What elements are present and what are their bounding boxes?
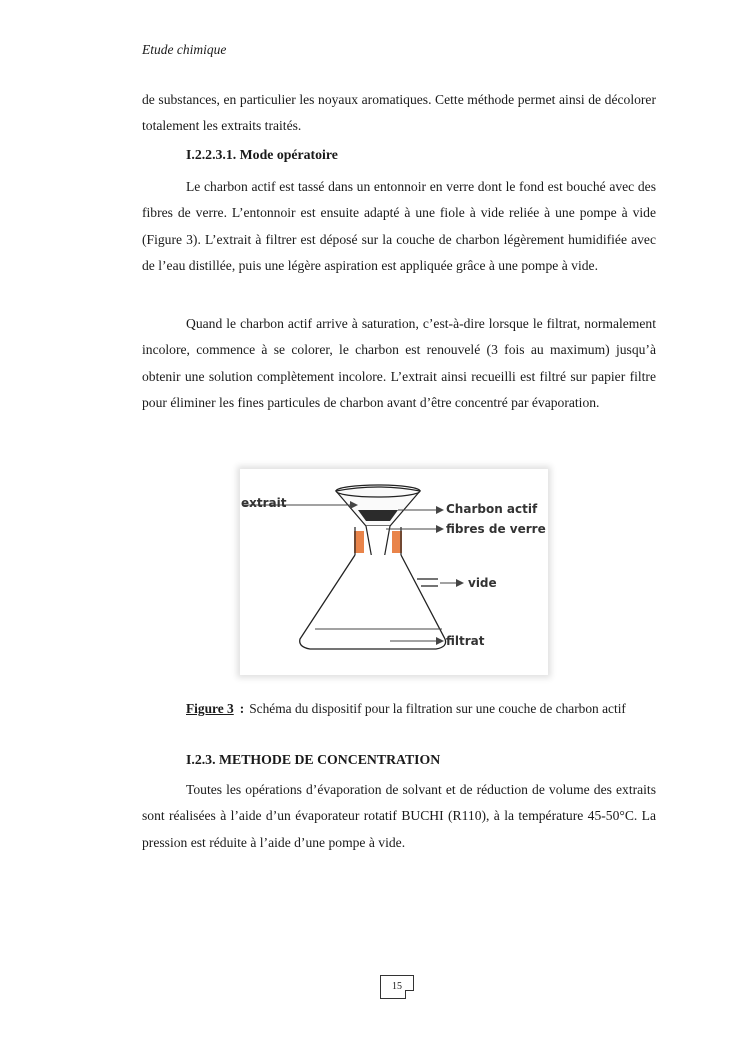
- caption-text: Schéma du dispositif pour la filtration sur une couche de charbon actif: [249, 701, 626, 716]
- section-heading-concentration: I.2.3. METHODE DE CONCENTRATION: [186, 752, 441, 767]
- caption-figure-number: Figure 3: [186, 701, 234, 716]
- figure-filtration-diagram: [240, 469, 548, 675]
- funnel-stem: [366, 526, 390, 559]
- flask-body: [300, 555, 446, 649]
- label-extrait: extrait: [241, 496, 287, 510]
- label-fibres-de-verre: fibres de verre: [446, 522, 546, 536]
- page-number: 15: [380, 975, 414, 999]
- running-header: Etude chimique: [142, 42, 227, 57]
- paragraph-intro: de substances, en particulier les noyaux aromatiques. Cette méthode permet ainsi de décolorer totalement les extraits traités.: [142, 92, 656, 134]
- section-heading-mode-operatoire: I.2.2.3.1. Mode opératoire: [186, 147, 338, 162]
- paragraph-saturation: Quand le charbon actif arrive à saturation, c’est-à-dire lorsque le filtrat, normalement incolore, commence à se colorer, le charbon est renouvelé (3 fois au maximum) jusqu’à obtenir une solution complètement incolore. L’extrait ainsi recueilli est filtré sur papier filtre pour éliminer les fines particules de charbon avant d’être concentré par évaporation.: [142, 316, 656, 411]
- figure-caption: [186, 700, 656, 718]
- caption-colon: :: [239, 701, 245, 716]
- side-arm: [417, 579, 438, 586]
- label-vide: vide: [468, 576, 497, 590]
- fibres-arrowhead: [436, 525, 444, 533]
- charbon-arrowhead: [436, 506, 444, 514]
- label-charbon-actif: Charbon actif: [446, 502, 538, 516]
- paragraph-procedure: Le charbon actif est tassé dans un entonnoir en verre dont le fond est bouché avec des fibres de verre. L’entonnoir est ensuite adapté à une fiole à vide reliée à une pompe à vide (Figure 3). L’extrait à filtrer est déposé sur la couche de charbon légèrement humidifiée avec de l’eau distillée, puis une légère aspiration est appliquée grâce à une pompe à vide.: [142, 179, 656, 274]
- label-filtrat: filtrat: [446, 634, 485, 648]
- paragraph-concentration: Toutes les opérations d’évaporation de solvant et de réduction de volume des extraits sont réalisées à l’aide d’un évaporateur rotatif BUCHI (R110), à la température 45-50°C. La pression est réduite à l’aide d’une pompe à vide.: [142, 782, 656, 850]
- vide-arrowhead: [456, 579, 464, 587]
